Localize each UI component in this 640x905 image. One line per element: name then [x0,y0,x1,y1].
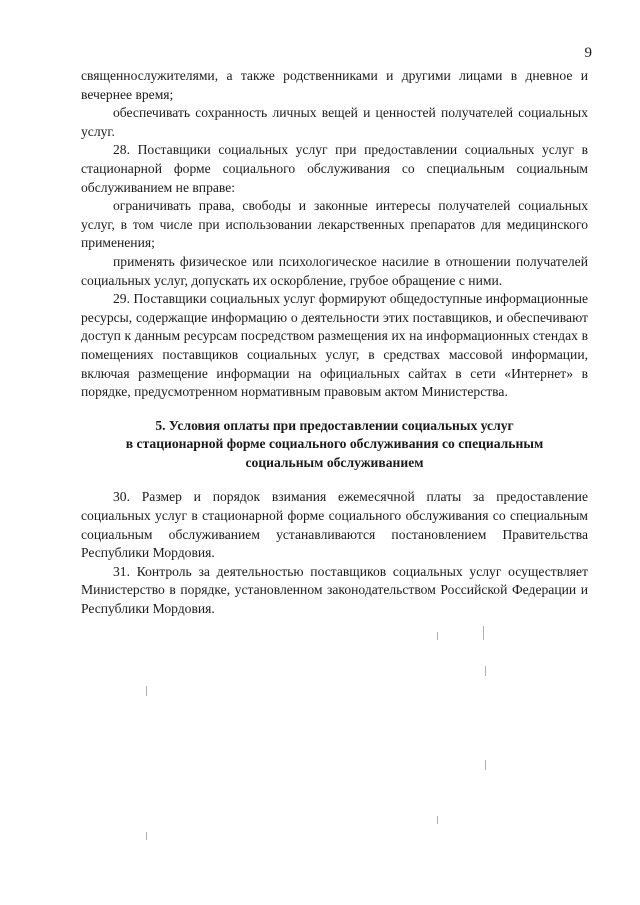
paragraph-28-intro: 28. Поставщики социальных услуг при предоставлении социальных услуг в стационарной форме социального обслуживания со специальным социальным обслуживанием не вправе: [81,142,588,195]
section-heading [81,417,588,473]
scan-speck [437,816,438,824]
paragraph-preserve-belongings: обеспечивать сохранность личных вещей и ценностей получателей социальных услуг. [81,105,588,139]
heading-line-2: в стационарной форме социального обслуживания со специальным [125,436,544,452]
scan-speck [485,760,486,770]
scan-speck [437,632,438,640]
scan-speck [483,626,484,640]
paragraph-28-item-1: ограничивать права, свободы и законные интересы получателей социальных услуг, в том числе при использовании лекарственных препаратов для медицинского применения; [81,198,588,251]
scan-speck [146,832,147,840]
paragraph-29: 29. Поставщики социальных услуг формируют общедоступные информационные ресурсы, содержащие информацию о деятельности этих поставщиков, и обеспечивают доступ к данным ресурсам посредством размещения их на информационных стендах в помещениях поставщиков социальных услуг, в средствах массовой информации, включая размещение информации на официальных сайтах в сети «Интернет» в порядке, предусмотренном нормативным правовым актом Министерства. [81,291,588,400]
page-number: 9 [584,45,592,61]
scan-speck [146,686,147,696]
paragraph-30: 30. Размер и порядок взимания ежемесячной платы за предоставление социальных услуг в стационарной форме социального обслуживания со специальным социальным обслуживанием устанавливаются постановлением Правительства Республики Мордовия. [81,489,588,561]
paragraph-31: 31. Контроль за деятельностью поставщиков социальных услуг осуществляет Министерство в порядке, установленном законодательством Российской Федерации и Республики Мордовия. [81,563,588,617]
paragraph-continuation: священнослужителями, а также родственниками и другими лицами в дневное и вечернее время; [81,68,588,102]
heading-line-3: социальным обслуживанием [245,454,424,470]
document-body [81,67,588,619]
scan-speck [485,666,486,676]
heading-line-1: 5. Условия оплаты при предоставлении социальных услуг [155,417,514,433]
paragraph-28-item-2: применять физическое или психологическое насилие в отношении получателей социальных услуг, допускать их оскорбление, грубое обращение с ними. [81,253,588,288]
